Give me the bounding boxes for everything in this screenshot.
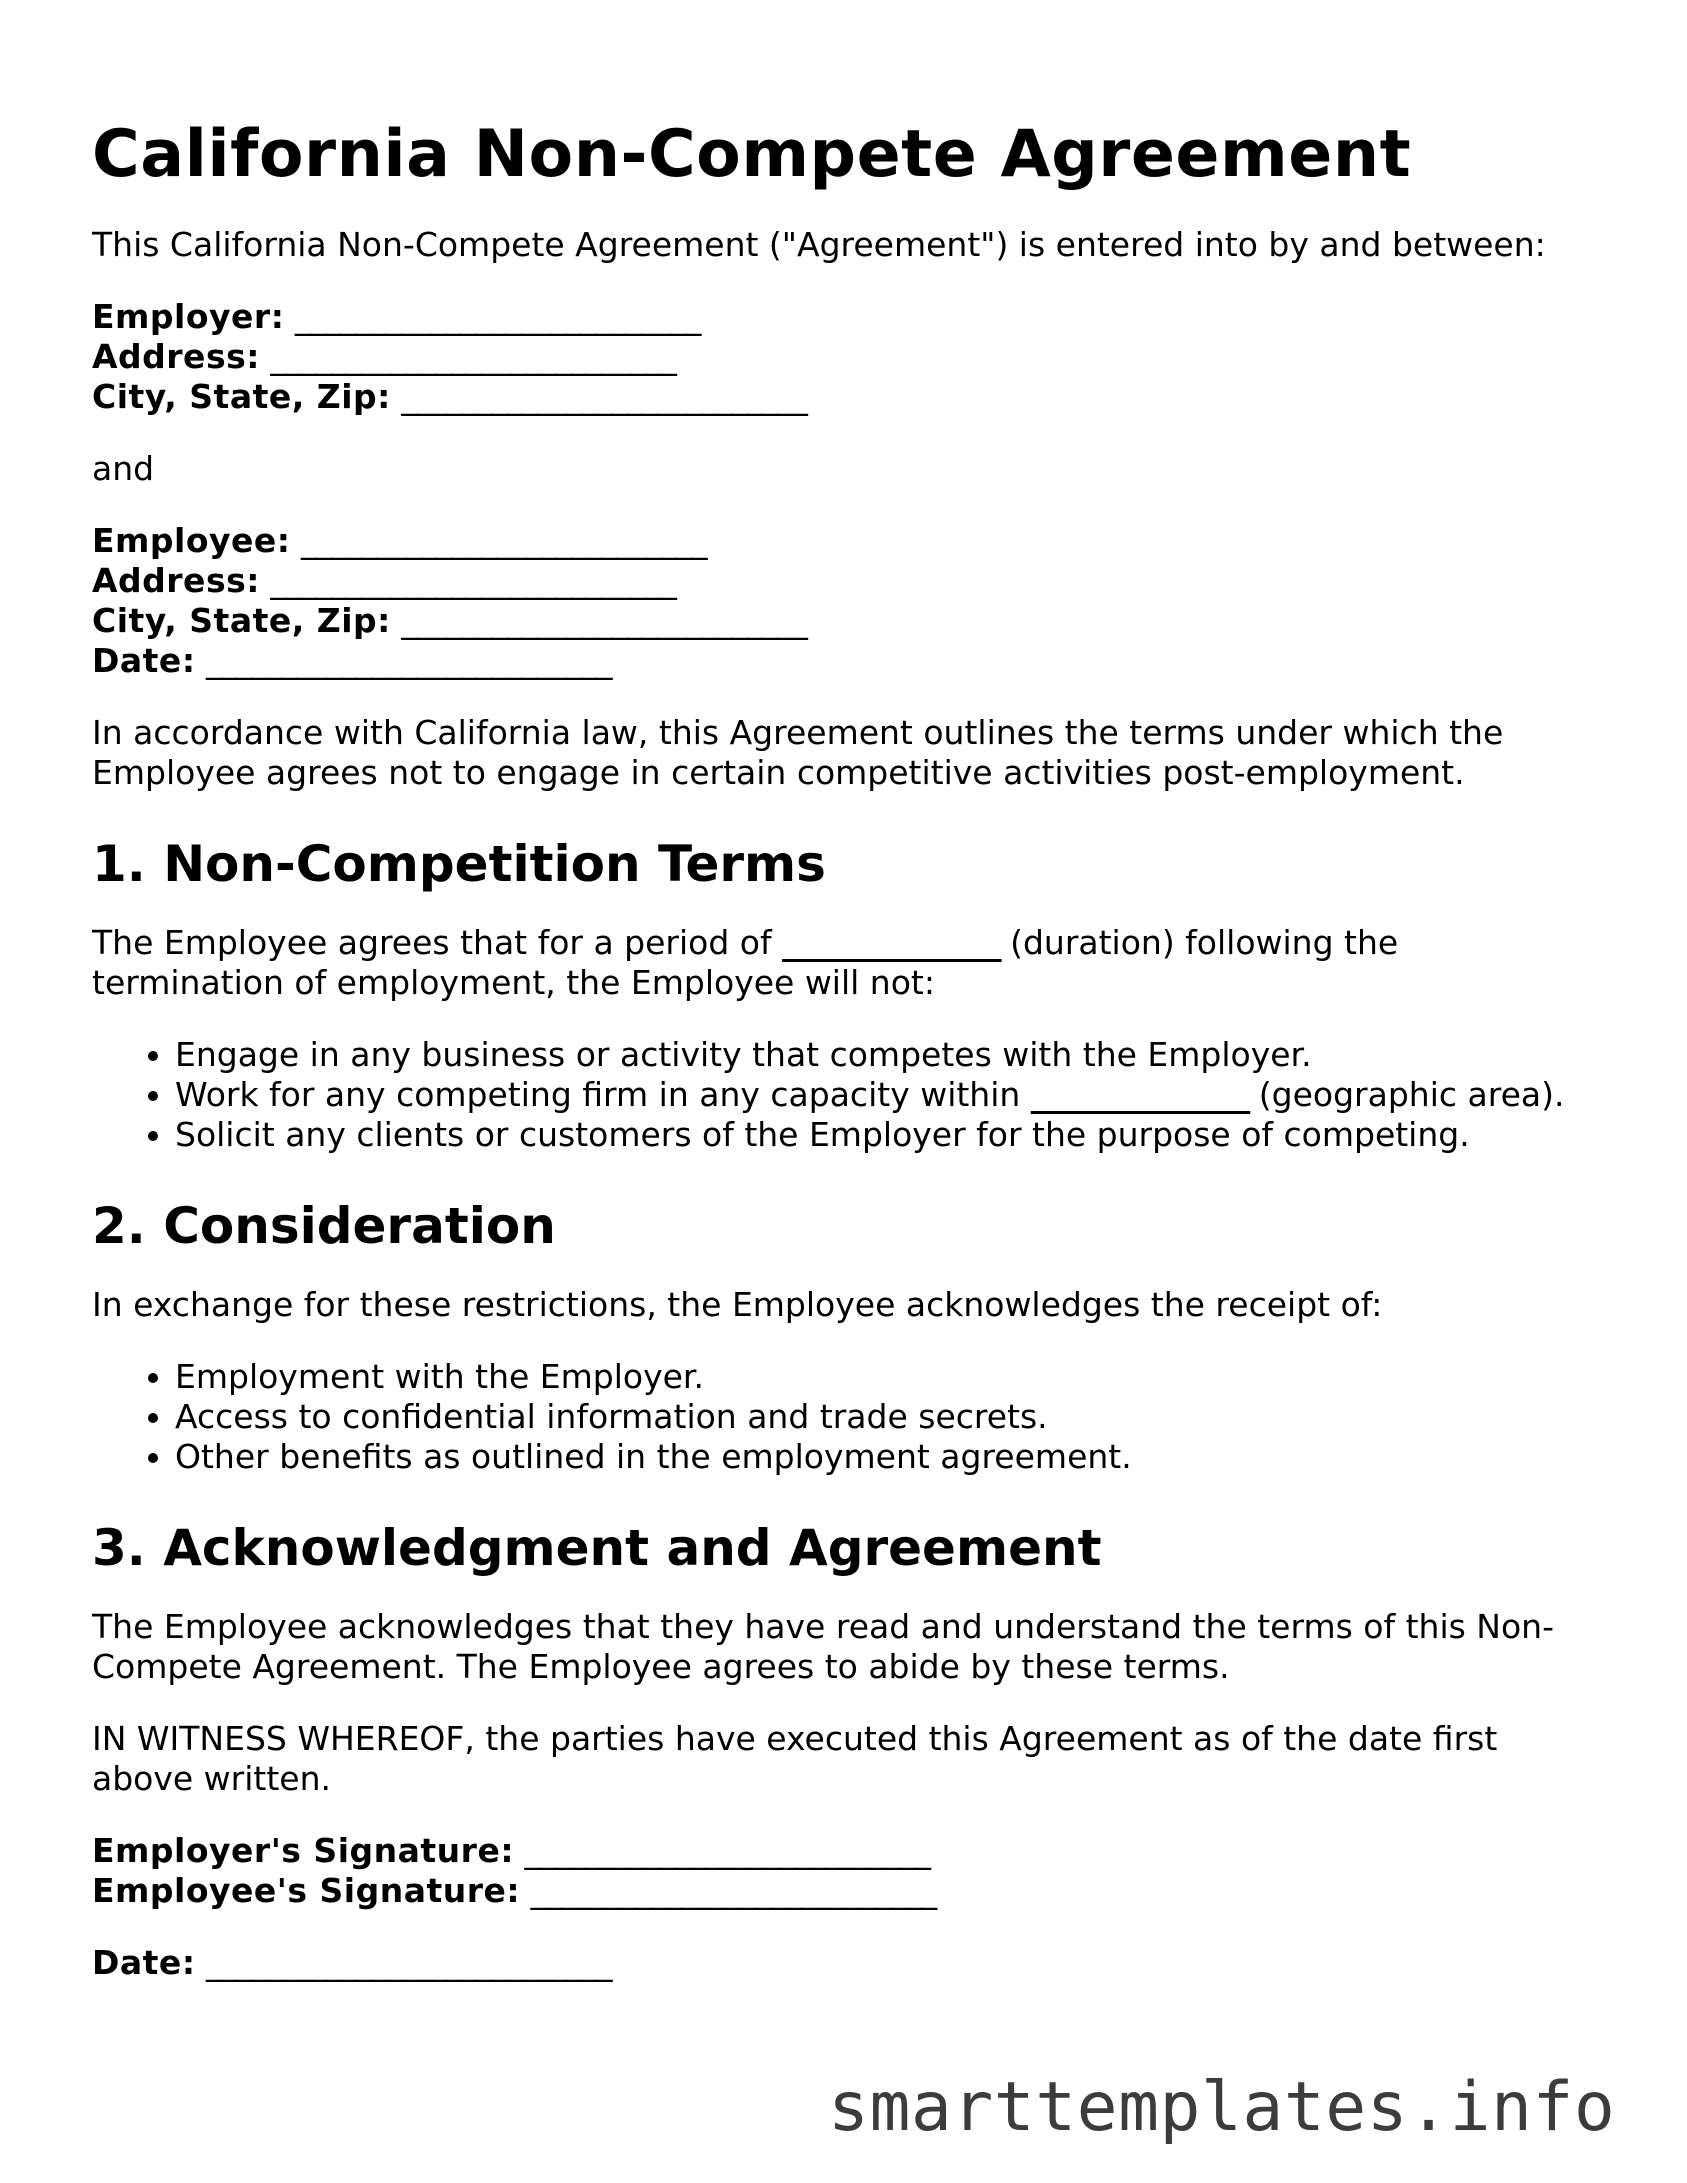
- employee-address-field: [92, 561, 1592, 601]
- document-page: [92, 115, 1592, 1983]
- employee-name-field: [92, 521, 1592, 561]
- list-item: • Employment with the Employer.: [175, 1357, 1592, 1397]
- document-title: California Non-Compete Agreement: [92, 117, 1412, 192]
- signature-blank[interactable]: ___________________________: [530, 1871, 936, 1910]
- list-item-text: (geographic area).: [1248, 1075, 1565, 1114]
- date-blank[interactable]: ___________________________: [206, 1943, 612, 1982]
- field-label: City, State, Zip:: [92, 601, 391, 640]
- employee-date-field: [92, 641, 1592, 681]
- field-label: Employer:: [92, 297, 285, 336]
- field-label: Employee:: [92, 521, 291, 560]
- employer-address-field: [92, 337, 1592, 377]
- field-label: Address:: [92, 561, 260, 600]
- section-heading-non-competition: 1. Non-Competition Terms: [92, 835, 826, 893]
- list-item: • Other benefits as outlined in the employment agreement.: [175, 1437, 1592, 1477]
- consideration-paragraph: In exchange for these restrictions, the Employee acknowledges the receipt of:: [92, 1285, 1383, 1324]
- field-label: City, State, Zip:: [92, 377, 391, 416]
- acknowledgment-paragraph: The Employee acknowledges that they have read and understand the terms of this Non-Compete Agreement. The Employee agrees to abide by these terms.: [92, 1607, 1554, 1686]
- employer-name-field: [92, 297, 1592, 337]
- field-label: Employer's Signature:: [92, 1831, 515, 1870]
- section-heading-consideration: 2. Consideration: [92, 1197, 556, 1255]
- employee-signature-field: [92, 1871, 1592, 1911]
- list-item: • Access to confidential information and trade secrets.: [175, 1397, 1592, 1437]
- list-item: • Engage in any business or activity that competes with the Employer.: [175, 1035, 1592, 1075]
- non-competition-list: [92, 1035, 1592, 1155]
- fill-in-blank[interactable]: ___________________________: [270, 561, 676, 600]
- fill-in-blank[interactable]: ___________________________: [294, 297, 700, 336]
- fill-in-blank[interactable]: ___________________________: [401, 377, 807, 416]
- list-item: • Solicit any clients or customers of the Employer for the purpose of competing.: [175, 1115, 1592, 1155]
- signature-blank[interactable]: ___________________________: [524, 1831, 930, 1870]
- consideration-list: [92, 1357, 1592, 1477]
- paragraph-text: (duration) following the termination of employment, the Employee will not:: [92, 923, 1399, 1002]
- fill-in-blank[interactable]: ___________________________: [270, 337, 676, 376]
- list-item: [175, 1075, 1592, 1115]
- fill-in-blank[interactable]: ___________________________: [206, 641, 612, 680]
- section-heading-acknowledgment: 3. Acknowledgment and Agreement: [92, 1519, 1102, 1577]
- final-date-field: [92, 1943, 1592, 1983]
- duration-blank[interactable]: _______________: [782, 923, 1000, 962]
- field-label: Date:: [92, 641, 196, 680]
- accordance-paragraph: In accordance with California law, this Agreement outlines the terms under which the Employee agrees not to engage in certain competitive activities post-employment.: [92, 713, 1504, 792]
- fill-in-blank[interactable]: ___________________________: [301, 521, 707, 560]
- signature-fields: [92, 1831, 1592, 1911]
- field-label: Date:: [92, 1943, 196, 1982]
- employer-fields: [92, 297, 1592, 417]
- non-competition-paragraph: [92, 923, 1592, 1003]
- employee-fields: [92, 521, 1592, 681]
- list-item-text: Work for any competing firm in any capacity within: [175, 1075, 1031, 1114]
- employee-city-state-zip-field: [92, 601, 1592, 641]
- paragraph-text: The Employee agrees that for a period of: [92, 923, 783, 962]
- and-separator: and: [92, 449, 155, 488]
- fill-in-blank[interactable]: ___________________________: [401, 601, 807, 640]
- watermark-text: smarttemplates.info: [828, 2068, 1616, 2147]
- employer-city-state-zip-field: [92, 377, 1592, 417]
- geographic-area-blank[interactable]: _______________: [1030, 1075, 1249, 1114]
- witness-paragraph: IN WITNESS WHEREOF, the parties have executed this Agreement as of the date first above written.: [92, 1719, 1498, 1798]
- field-label: Address:: [92, 337, 260, 376]
- intro-paragraph: This California Non-Compete Agreement ("Agreement") is entered into by and between:: [92, 225, 1546, 264]
- field-label: Employee's Signature:: [92, 1871, 521, 1910]
- employer-signature-field: [92, 1831, 1592, 1871]
